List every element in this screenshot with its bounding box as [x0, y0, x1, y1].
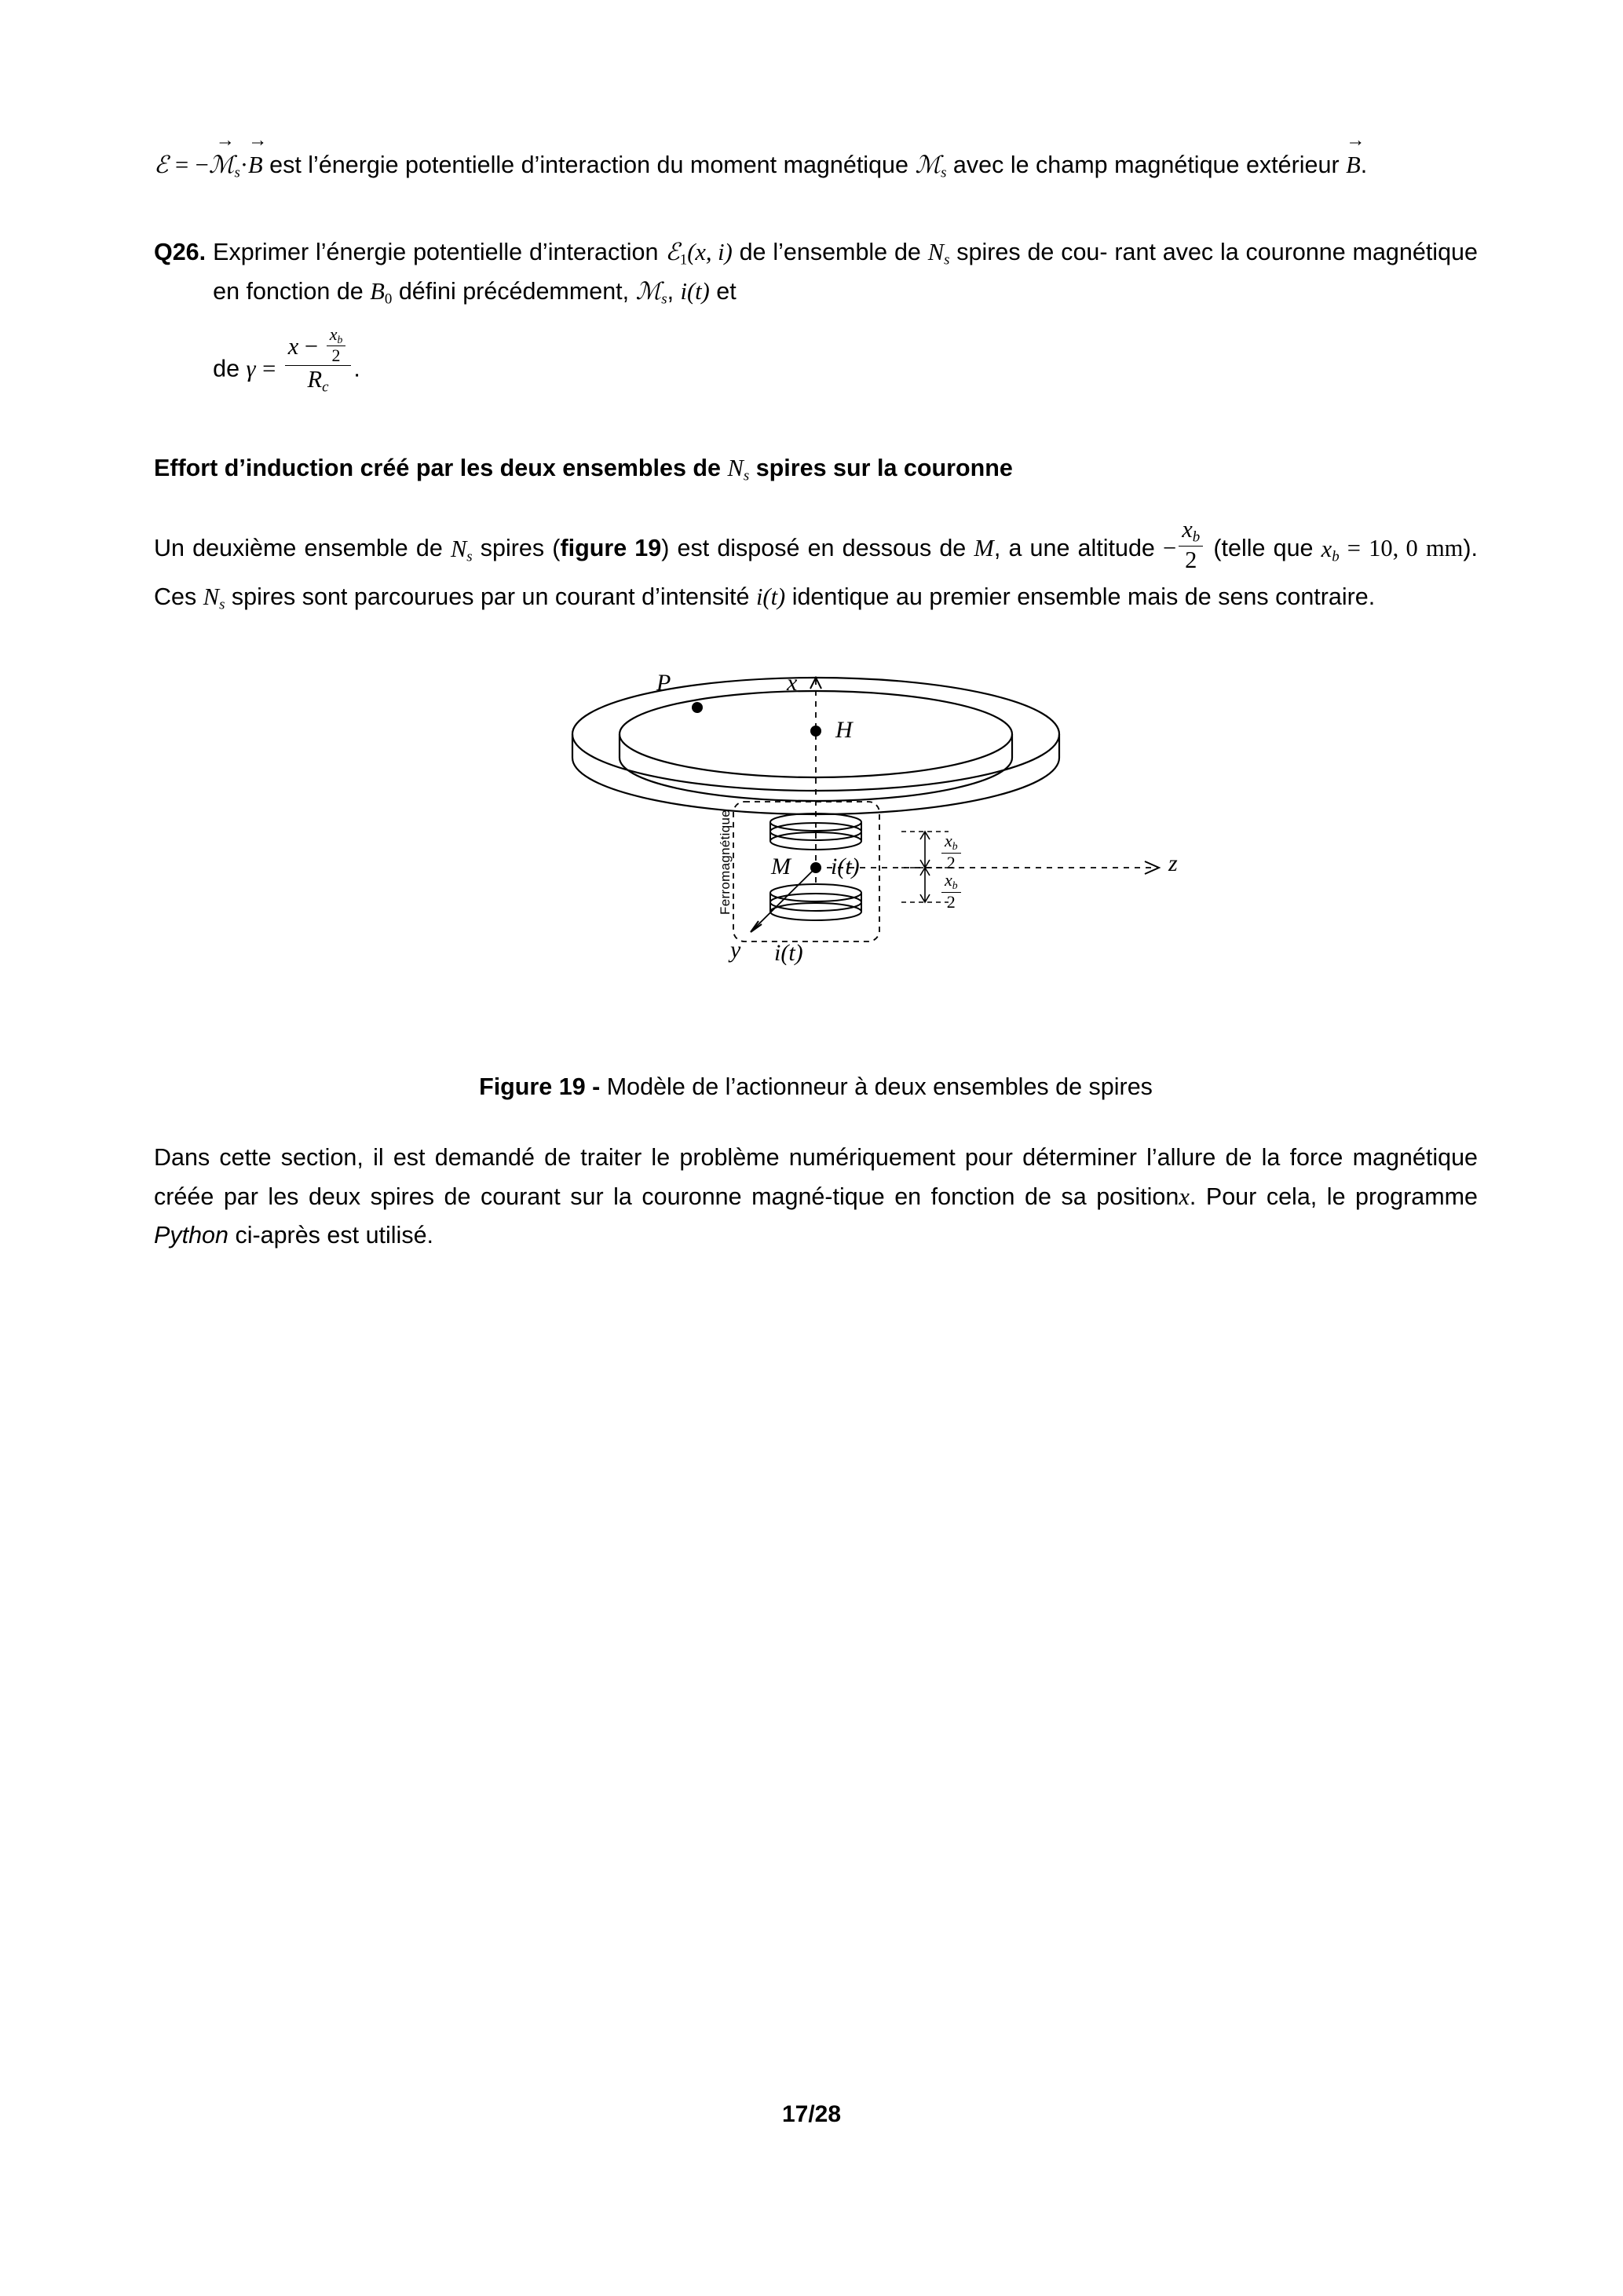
- minus-sign: −: [195, 152, 209, 178]
- q26-text-g: de: [213, 354, 240, 382]
- ms-symbol: ℳ$_s$: [915, 152, 947, 181]
- figure-19: [154, 648, 1478, 1056]
- section-heading: [154, 451, 1478, 488]
- e1-symbol: ℰ1(x, i): [665, 239, 733, 269]
- intro-period: .: [1360, 152, 1368, 178]
- vector-arrow-icon: →: [1346, 130, 1365, 152]
- q26-period: .: [353, 354, 360, 382]
- p3-x-symbol: x: [1179, 1183, 1190, 1210]
- q26-text-a: Exprimer l’énergie potentielle d’interaction: [213, 239, 659, 265]
- q26-body: [213, 233, 1478, 396]
- gamma-symbol: γ: [246, 354, 256, 382]
- label-current-top: i(t): [831, 854, 860, 880]
- question-q26: [154, 233, 1478, 396]
- vector-b: → B: [248, 130, 268, 178]
- vector-arrow-icon: →: [248, 130, 268, 152]
- dot-operator: ·: [239, 152, 248, 178]
- xb-over-2-inline: $\frac{x_b}{2}$: [1179, 516, 1203, 573]
- xb-symbol: $x_b$: [1321, 535, 1340, 565]
- intro-text-2: avec le champ: [952, 152, 1108, 178]
- gamma-equals: =: [262, 354, 276, 382]
- ns-symbol-1: $N_s$: [927, 239, 950, 269]
- q26-text-e: défini précédemment,: [398, 278, 630, 305]
- p2-text-3: ) est disposé en dessous de: [661, 535, 967, 562]
- ms-symbol-2: ℳ$_s$: [635, 278, 667, 308]
- label-p: P: [656, 670, 671, 696]
- vector-ms: → ℳ$_s$: [208, 130, 240, 181]
- q26-text-b: de l’ensemble de: [739, 239, 921, 265]
- current-it-2: i(t): [755, 583, 786, 611]
- xb-value: 10, 0: [1369, 535, 1418, 562]
- ring-outer-bottom-arc: [572, 758, 1059, 814]
- label-x: x: [787, 670, 798, 696]
- label-m: M: [771, 854, 791, 880]
- figure-caption-label: Figure 19 -: [479, 1073, 607, 1101]
- label-ferromagnetique: Ferromagnétique: [718, 810, 733, 916]
- m-symbol: M: [974, 535, 994, 562]
- gamma-denominator: $R_c$: [285, 365, 352, 396]
- ns-symbol-p2b: $N_s$: [203, 583, 225, 614]
- label-y: y: [730, 937, 741, 963]
- section-heading-part2: spires sur la couronne: [755, 455, 1013, 482]
- p3-text-2: . Pour cela, le programme: [1189, 1183, 1478, 1210]
- figure-reference: figure 19: [560, 535, 662, 562]
- label-current-bottom: i(t): [774, 940, 803, 967]
- page-content: [154, 130, 1479, 1256]
- paragraph-two: [154, 516, 1478, 621]
- q26-comma: ,: [667, 278, 674, 305]
- energy-symbol: ℰ: [154, 152, 169, 178]
- gamma-fraction: [285, 325, 352, 397]
- q26-text-f: et: [716, 278, 737, 305]
- xb-unit: mm: [1425, 535, 1464, 562]
- q26-gamma-line: [213, 325, 360, 397]
- b0-symbol: B0: [370, 278, 393, 308]
- vector-arrow-icon: →: [215, 130, 236, 152]
- p2-text-1: Un deuxième ensemble de: [154, 535, 443, 562]
- vector-b-2: → B: [1346, 130, 1365, 178]
- p2-text-6: ). Ces: [154, 535, 1479, 611]
- ns-symbol-heading: $N_s$: [727, 455, 750, 484]
- q26-text-d: rant avec la couronne magnétique en fonction de: [213, 239, 1478, 305]
- point-p-marker: [692, 702, 703, 713]
- p2-text-8: identique au premier ensemble mais de sens contraire.: [791, 583, 1376, 611]
- figure-caption: [154, 1073, 1478, 1101]
- intro-text-1: est l’énergie potentielle d’interaction du moment magnétique: [269, 152, 908, 178]
- figure-19-drawing: [154, 648, 1478, 1056]
- p2-text-4: , a une altitude: [993, 535, 1155, 562]
- label-xb-over-2-bottom: $\frac{x_b}{2}$: [939, 871, 963, 912]
- p3-text-3: ci-après est utilisé.: [235, 1222, 434, 1249]
- p2-text-5: (telle que: [1213, 535, 1314, 562]
- current-it-1: i(t): [680, 278, 710, 305]
- ns-symbol-p2: $N_s$: [450, 535, 473, 565]
- python-emphasis: Python: [154, 1222, 228, 1249]
- label-h: H: [835, 717, 853, 744]
- equals-sign: =: [174, 152, 189, 178]
- intro-paragraph: [154, 130, 1478, 189]
- paragraph-three: [154, 1139, 1478, 1255]
- label-z: z: [1168, 850, 1178, 877]
- section-heading-part1: Effort d’induction créé par les deux ensembles de: [154, 455, 722, 482]
- p2-equals: =: [1347, 535, 1361, 562]
- q26-text-c: spires de cou-: [956, 239, 1108, 265]
- q26-label: Q26.: [154, 239, 207, 265]
- p2-text-2: spires (: [480, 535, 561, 562]
- gamma-numerator: x − $\frac{x_b}{2}$: [285, 325, 352, 366]
- p3-text-1: Dans cette section, il est demandé de traiter le problème numériquement pour déterminer l’allure de la force magnétique créée par les deux spires de courant sur la couronne magné-tique en fonction de sa position: [154, 1144, 1478, 1210]
- intro-text-3: magnétique extérieur: [1114, 152, 1340, 178]
- page-number: 17/28: [781, 2101, 842, 2127]
- p2-text-7: spires sont parcourues par un courant d’intensité: [231, 583, 750, 611]
- label-xb-over-2-top: $\frac{x_b}{2}$: [939, 832, 963, 872]
- xb-over-2: $\frac{x_b}{2}$: [327, 325, 346, 366]
- figure-caption-text: Modèle de l’actionneur à deux ensembles de spires: [606, 1073, 1153, 1101]
- minus-sign-2: −: [1163, 535, 1177, 562]
